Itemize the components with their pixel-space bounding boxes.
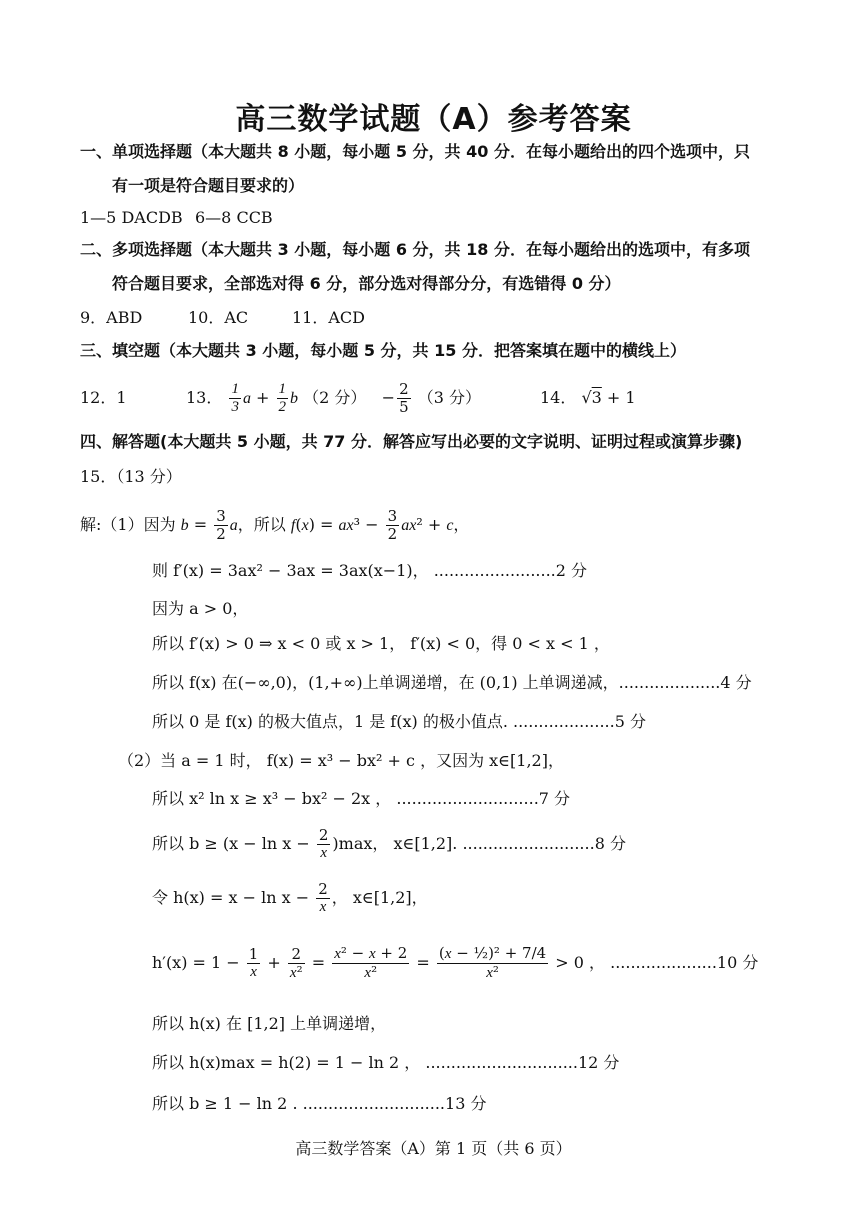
solution-line-8: 所以 x² ln x ≥ x³ − bx² − 2x ， ............................7 分 bbox=[152, 789, 571, 808]
section2-heading-cont: 符合题目要求，全部选对得 6 分，部分选对得部分分，有选错得 0 分） bbox=[112, 274, 621, 293]
fraction: $\frac{2}{x}$ bbox=[318, 880, 328, 915]
answer-9: 9．ABD bbox=[80, 308, 143, 327]
answer-11: 11．ACD bbox=[292, 308, 365, 327]
q13-points-1: （2 分） bbox=[303, 388, 367, 407]
fraction: $\frac{\text{(x − ½)² + 7/4}}{\text{x²}}$ bbox=[438, 944, 547, 981]
fraction: $\frac{2}{5}$ bbox=[399, 380, 409, 416]
solution-line-13: 所以 h(x)max = h(2) = 1 − ln 2 ， ..............................12 分 bbox=[152, 1053, 620, 1072]
fraction: $\frac{1}{3}$ bbox=[231, 381, 239, 415]
q13-label: 13． bbox=[186, 388, 223, 407]
solution-line-9: 所以 b ≥ (x − ln x − $\frac{2}{x}$ )max， x∈[1,2]. ..........................8 分 bbox=[152, 826, 626, 861]
solution-line-10: 令 h(x) = x − ln x − $\frac{2}{x}$ ， x∈[1,2]， bbox=[152, 880, 428, 915]
solution-line-14: 所以 b ≥ 1 − ln 2 . ............................13 分 bbox=[152, 1094, 487, 1113]
fraction: $\frac{1}{x}$ bbox=[248, 945, 259, 980]
section3-heading: 三、填空题（本大题共 3 小题，每小题 5 分，共 15 分．把答案填在题中的横线上） bbox=[80, 341, 686, 360]
answer-12: 12．1 bbox=[80, 388, 127, 407]
solution-line-3: 因为 a > 0， bbox=[152, 599, 249, 618]
fraction: $\frac{\text{x² − x + 2}}{\text{x²}}$ bbox=[334, 944, 408, 981]
fraction: $\frac{2}{x}$ bbox=[318, 826, 329, 861]
solution-line-11: h′(x) = 1 − $\frac{1}{x}$ + $\frac{2}{\text{x²}}$ = $\frac{\text{x² − x + 2}}{\text{x²}}$ = $\frac{\text{(x − ½)² + 7/4}}{\text{x²}}$ > 0 ， .....................10 分 bbox=[152, 944, 759, 981]
solution-line-2: 则 f′(x) = 3ax² − 3ax = 3ax(x−1)， ........................2 分 bbox=[152, 561, 588, 580]
answer-14: 14． √3 + 1 bbox=[540, 388, 636, 407]
fraction: $\frac{3}{2}$ bbox=[216, 507, 226, 543]
solution-line-12: 所以 h(x) 在 [1,2] 上单调递增， bbox=[152, 1014, 387, 1033]
answers-1-5: 1—5 DACDB bbox=[80, 208, 183, 227]
solution-line-7: （2）当 a = 1 时， f(x) = x³ − bx² + c ，又因为 x∈[1,2]， bbox=[118, 751, 564, 770]
q13-points-2: （3 分） bbox=[417, 388, 482, 407]
answers-6-8: 6—8 CCB bbox=[195, 208, 273, 227]
solution-line-1: 解:（1）因为 b = $\frac{3}{2}$ a，所以 f(x) = ax³ − $\frac{3}{2}$ ax² + c， bbox=[80, 507, 470, 543]
section1-heading: 一、单项选择题（本大题共 8 小题，每小题 5 分，共 40 分．在每小题给出的四个选项中，只 bbox=[80, 142, 750, 161]
page-footer: 高三数学答案（A）第 1 页（共 6 页） bbox=[295, 1139, 572, 1158]
section2-heading: 二、多项选择题（本大题共 3 小题，每小题 6 分，共 18 分．在每小题给出的选项中，有多项 bbox=[80, 240, 750, 259]
question-15: 15．（13 分） bbox=[80, 467, 182, 486]
answer-13: 13． $\frac{1}{3}$ a + $\frac{1}{2}$ b （2 分） − $\frac{2}{5}$ （3 分） bbox=[186, 380, 482, 416]
q14-label: 14． bbox=[540, 388, 577, 407]
solution-line-6: 所以 0 是 f(x) 的极大值点，1 是 f(x) 的极小值点. ....................5 分 bbox=[152, 712, 646, 731]
solution-line-5: 所以 f(x) 在(−∞,0)，(1,+∞)上单调递增，在 (0,1) 上单调递减，....................4 分 bbox=[152, 673, 752, 692]
fraction: $\frac{1}{2}$ bbox=[278, 381, 287, 415]
section4-heading: 四、解答题(本大题共 5 小题，共 77 分．解答应写出必要的文字说明、证明过程或演算步骤) bbox=[80, 432, 743, 451]
answer-10: 10．AC bbox=[188, 308, 249, 327]
fraction: $\frac{2}{\text{x²}}$ bbox=[289, 944, 303, 981]
section1-heading-cont: 有一项是符合题目要求的） bbox=[112, 176, 305, 195]
page-title: 高三数学试题（A）参考答案 bbox=[235, 102, 632, 137]
fraction: $\frac{3}{2}$ bbox=[387, 507, 398, 543]
solution-line-4: 所以 f′(x) > 0 ⇒ x < 0 或 x > 1， f′(x) < 0，得 0 < x < 1 ， bbox=[152, 634, 610, 653]
